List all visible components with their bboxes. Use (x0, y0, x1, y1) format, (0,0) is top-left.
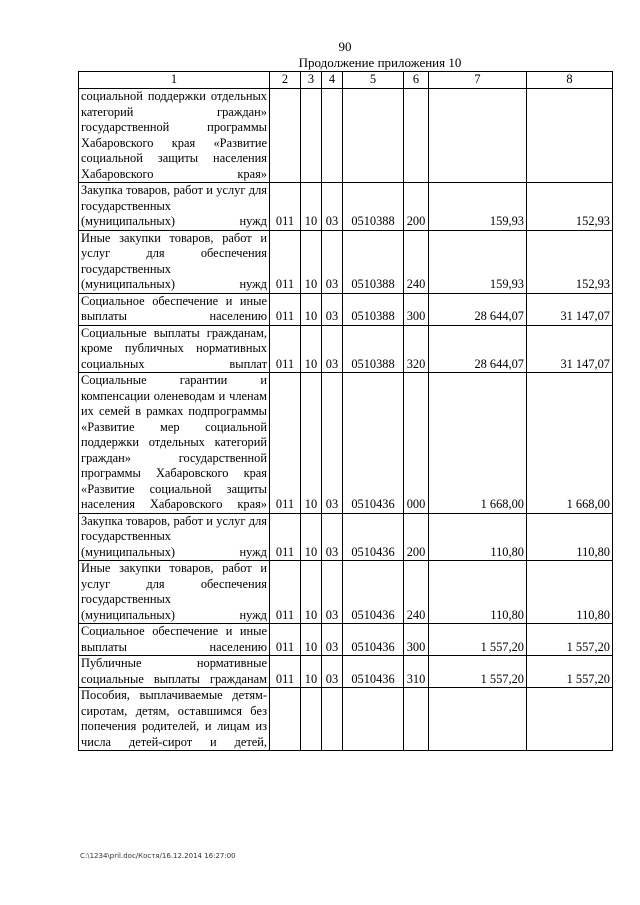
row-cell-c5 (343, 688, 404, 751)
row-name-cell: Пособия, выплачиваемые детям-сиротам, детям, оставшимся без попечения родителей, и лицам из числа детей-сирот и детей, (79, 688, 270, 751)
row-name-cell: Закупка товаров, работ и услуг для государственных (муниципальных) нужд (79, 183, 270, 231)
row-cell-c4: 03 (322, 325, 343, 373)
row-name-cell: Иные закупки товаров, работ и услуг для обеспечения государственных (муниципальных) нужд (79, 230, 270, 293)
table-row (79, 688, 613, 751)
row-cell-c2: 011 (270, 183, 301, 231)
row-cell-c4: 03 (322, 561, 343, 624)
row-cell-c2 (270, 89, 301, 183)
table-row (79, 561, 613, 624)
row-cell-c2 (270, 688, 301, 751)
row-cell-c6: 310 (404, 656, 429, 688)
row-cell-c3: 10 (301, 656, 322, 688)
table-row (79, 325, 613, 373)
row-cell-c8: 31 147,07 (527, 293, 613, 325)
row-cell-c2: 011 (270, 513, 301, 561)
row-cell-c5: 0510388 (343, 325, 404, 373)
row-cell-c5: 0510436 (343, 513, 404, 561)
header-col-4: 4 (322, 72, 343, 89)
row-cell-c8: 110,80 (527, 561, 613, 624)
row-cell-c2: 011 (270, 624, 301, 656)
row-cell-c5 (343, 89, 404, 183)
table-row (79, 89, 613, 183)
row-cell-c6: 240 (404, 230, 429, 293)
row-cell-c4: 03 (322, 513, 343, 561)
row-cell-c4 (322, 89, 343, 183)
row-name-cell: Закупка товаров, работ и услуг для государственных (муниципальных) нужд (79, 513, 270, 561)
row-cell-c6: 240 (404, 561, 429, 624)
row-cell-c4: 03 (322, 183, 343, 231)
row-cell-c3: 10 (301, 230, 322, 293)
row-cell-c2: 011 (270, 230, 301, 293)
row-cell-c3 (301, 89, 322, 183)
row-cell-c7 (429, 89, 527, 183)
row-cell-c8: 31 147,07 (527, 325, 613, 373)
row-cell-c8: 152,93 (527, 230, 613, 293)
row-cell-c6: 200 (404, 183, 429, 231)
row-cell-c2: 011 (270, 373, 301, 514)
row-cell-c8: 152,93 (527, 183, 613, 231)
row-cell-c3: 10 (301, 293, 322, 325)
row-cell-c5: 0510436 (343, 561, 404, 624)
row-cell-c6 (404, 688, 429, 751)
row-cell-c7: 110,80 (429, 513, 527, 561)
row-cell-c8: 1 557,20 (527, 624, 613, 656)
row-cell-c5: 0510388 (343, 183, 404, 231)
row-cell-c3: 10 (301, 561, 322, 624)
row-name-cell: Социальное обеспечение и иные выплаты населению (79, 293, 270, 325)
row-name-cell: Социальное обеспечение и иные выплаты населению (79, 624, 270, 656)
row-cell-c4: 03 (322, 656, 343, 688)
header-col-7: 7 (429, 72, 527, 89)
header-col-2: 2 (270, 72, 301, 89)
row-cell-c2: 011 (270, 561, 301, 624)
row-cell-c7: 28 644,07 (429, 293, 527, 325)
header-col-6: 6 (404, 72, 429, 89)
row-cell-c5: 0510436 (343, 373, 404, 514)
row-cell-c5: 0510388 (343, 293, 404, 325)
row-cell-c6: 200 (404, 513, 429, 561)
row-cell-c5: 0510436 (343, 624, 404, 656)
row-cell-c8: 1 668,00 (527, 373, 613, 514)
table-row (79, 293, 613, 325)
row-cell-c3: 10 (301, 513, 322, 561)
row-cell-c4: 03 (322, 293, 343, 325)
row-cell-c7: 1 557,20 (429, 656, 527, 688)
row-cell-c2: 011 (270, 325, 301, 373)
row-cell-c6: 320 (404, 325, 429, 373)
row-cell-c7: 159,93 (429, 230, 527, 293)
table-row (79, 656, 613, 688)
header-col-1: 1 (79, 72, 270, 89)
row-cell-c6: 300 (404, 293, 429, 325)
table-row (79, 183, 613, 231)
table-header-row (79, 72, 613, 89)
table-row (79, 373, 613, 514)
row-cell-c3: 10 (301, 624, 322, 656)
row-name-cell: социальной поддержки отдельных категорий граждан» государственной программы Хабаровского края «Развитие социальной защиты населения Хабаровского края» (79, 89, 270, 183)
row-cell-c7: 110,80 (429, 561, 527, 624)
header-col-5: 5 (343, 72, 404, 89)
row-cell-c5: 0510436 (343, 656, 404, 688)
row-name-cell: Иные закупки товаров, работ и услуг для обеспечения государственных (муниципальных) нужд (79, 561, 270, 624)
row-cell-c3: 10 (301, 373, 322, 514)
row-cell-c3: 10 (301, 325, 322, 373)
budget-table (78, 71, 613, 751)
row-cell-c2: 011 (270, 656, 301, 688)
row-cell-c7: 1 557,20 (429, 624, 527, 656)
row-cell-c7: 1 668,00 (429, 373, 527, 514)
header-col-8: 8 (527, 72, 613, 89)
appendix-continuation-title: Продолжение приложения 10 (298, 55, 462, 70)
row-name-cell: Социальные выплаты гражданам, кроме публичных нормативных социальных выплат (79, 325, 270, 373)
page-number: 90 (338, 39, 352, 54)
header-col-3: 3 (301, 72, 322, 89)
row-cell-c3: 10 (301, 183, 322, 231)
row-cell-c2: 011 (270, 293, 301, 325)
row-cell-c6 (404, 89, 429, 183)
row-cell-c7: 159,93 (429, 183, 527, 231)
table-row (79, 513, 613, 561)
row-cell-c4: 03 (322, 624, 343, 656)
row-cell-c4: 03 (322, 373, 343, 514)
row-cell-c5: 0510388 (343, 230, 404, 293)
row-cell-c8: 110,80 (527, 513, 613, 561)
row-cell-c4 (322, 688, 343, 751)
row-name-cell: Социальные гарантии и компенсации оленеводам и членам их семей в рамках подпрограммы «Развитие мер социальной поддержки отдельных категорий граждан» государственной программы Хабаровского края «Развитие социальной защиты населения Хабаровского края» (79, 373, 270, 514)
row-cell-c3 (301, 688, 322, 751)
row-cell-c7 (429, 688, 527, 751)
row-cell-c6: 000 (404, 373, 429, 514)
file-path-footer: C:\1234\pril.doc/Костя/16.12.2014 16:27:00 (80, 852, 236, 860)
row-cell-c6: 300 (404, 624, 429, 656)
row-cell-c7: 28 644,07 (429, 325, 527, 373)
row-cell-c8 (527, 688, 613, 751)
table-row (79, 624, 613, 656)
row-cell-c8: 1 557,20 (527, 656, 613, 688)
table-row (79, 230, 613, 293)
row-cell-c8 (527, 89, 613, 183)
row-cell-c4: 03 (322, 230, 343, 293)
row-name-cell: Публичные нормативные социальные выплаты гражданам (79, 656, 270, 688)
